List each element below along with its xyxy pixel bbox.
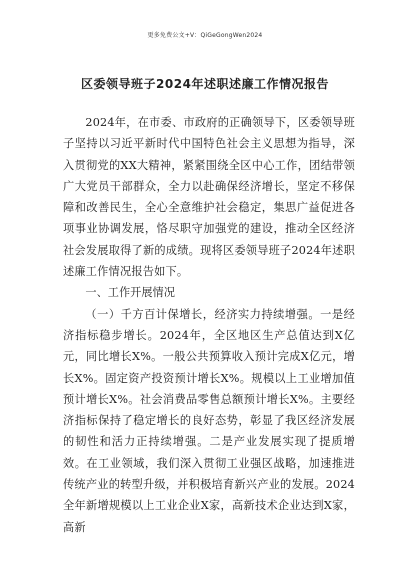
section-heading-work: 一、工作开展情况	[85, 286, 175, 300]
document-title: 区委领导班子2024年述职述廉工作情况报告	[81, 77, 329, 91]
header-note: 更多免费公文+V：QiGeGongWen2024	[147, 32, 263, 39]
subsection-text: 一是经济指标稳步增长。2024年，全区地区生产总值达到X亿元，同比增长X%。一般公共预算收入预计完成X亿元，增长X%。固定资产投资预计增长X%。规模以上工业增加值预计增长X%。社会消费品零售总额预计增长X%。主要经济指标保持了稳定增长的良好态势，彰显了我区经济发展的韧性和活力正持续增强。二是产业发展实现了提质增效。在工业领域，我们深入贯彻工业强区战略，加速推进传统产业的转型升级，并积极培育新兴产业的发展。2024全年新增规模以上工业企业X家，高新技术企业达到X家，高新	[63, 307, 355, 534]
intro-paragraph: 2024年，在市委、市政府的正确领导下，区委领导班子坚持以习近平新时代中国特色社会主义思想为指导，深入贯彻党的XX大精神，紧紧围绕全区中心工作，团结带领广大党员干部群众，全力以赴确保经济增长，坚定不移保障和改善民生，全心全意维护社会稳定，集思广益促进各项事业协调发展，恪尽职守加强党的建设，推动全区经济社会发展取得了新的成绩。现将区委领导班子2024年述职述廉工作情况报告如下。	[63, 116, 355, 279]
document-body	[63, 112, 355, 538]
subsection-heading-growth: （一）千方百计保增长，经济实力持续增强。	[85, 307, 321, 321]
subsection-paragraph	[63, 304, 355, 538]
